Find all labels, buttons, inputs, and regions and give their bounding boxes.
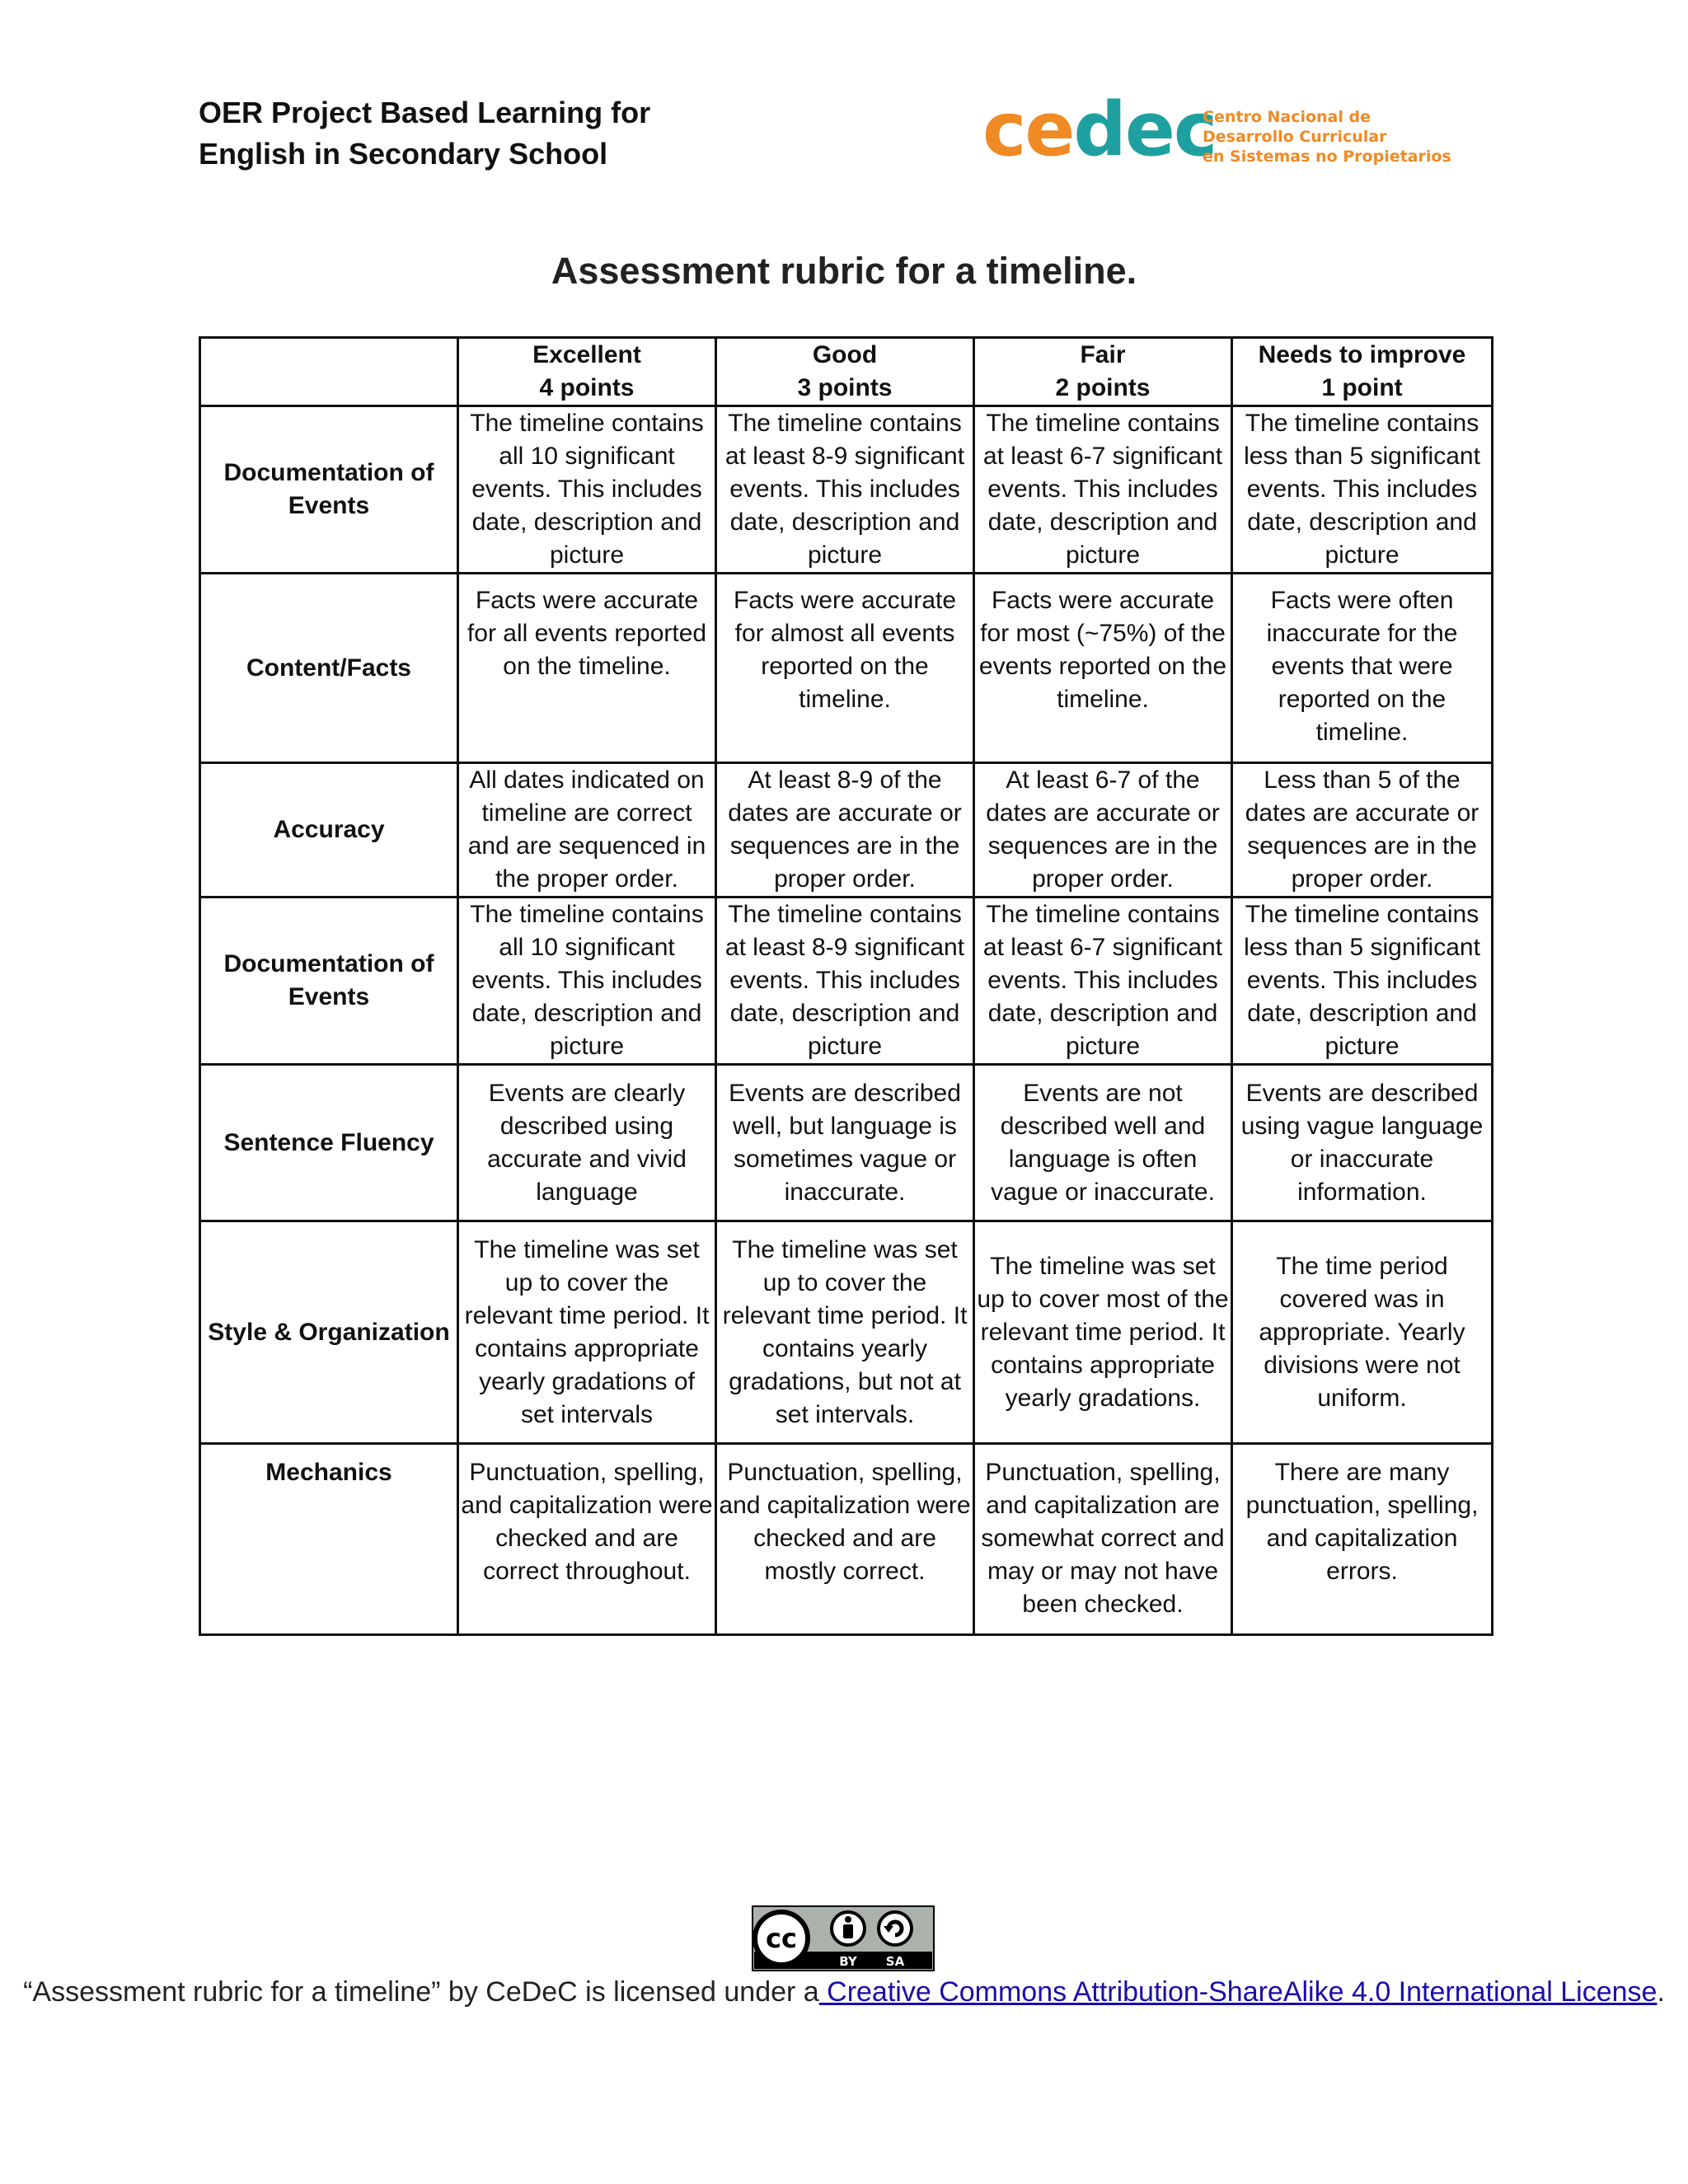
rubric-cell: Facts were accurate for all events reported on the timeline.	[458, 574, 716, 763]
rubric-header-row	[200, 338, 1493, 406]
rubric-row	[200, 898, 1493, 1065]
rubric-level-name: Needs to improve	[1258, 341, 1466, 368]
cc-icon-text: cc	[766, 1923, 797, 1954]
rubric-cell: Events are described using vague language or inaccurate information.	[1232, 1065, 1493, 1221]
rubric-row	[200, 763, 1493, 898]
rubric-level-header	[458, 338, 716, 406]
rubric-criterion: Documentation of Events	[200, 898, 458, 1065]
rubric-cell: The timeline was set up to cover the relevant time period. It contains appropriate yearly gradations of set intervals	[458, 1221, 716, 1444]
rubric-row	[200, 1065, 1493, 1221]
rubric-cell: The timeline contains at least 8-9 significant events. This includes date, description and picture	[716, 898, 974, 1065]
license-text: “Assessment rubric for a timeline” by CeDeC is licensed under a	[23, 1976, 819, 2008]
rubric-criterion: Sentence Fluency	[200, 1065, 458, 1221]
rubric-cell: Events are not described well and language is often vague or inaccurate.	[974, 1065, 1232, 1221]
cedec-logo-word-orange: ce	[982, 87, 1074, 173]
license-link[interactable]: Creative Commons Attribution-ShareAlike 4.0 International License	[818, 1976, 1658, 2008]
rubric-cell: The timeline was set up to cover the relevant time period. It contains yearly gradations, but not at set intervals.	[716, 1221, 974, 1444]
rubric-cell: At least 8-9 of the dates are accurate or sequences are in the proper order.	[716, 763, 974, 898]
rubric-cell: The timeline contains less than 5 significant events. This includes date, description and picture	[1232, 406, 1493, 574]
rubric-cell: The timeline contains all 10 significant events. This includes date, description and picture	[458, 406, 716, 574]
rubric-cell: Punctuation, spelling, and capitalization are somewhat correct and may or may not have been checked.	[974, 1444, 1232, 1635]
rubric-cell: Facts were often inaccurate for the events that were reported on the timeline.	[1232, 574, 1493, 763]
rubric-cell: The timeline contains at least 6-7 significant events. This includes date, description and picture	[974, 898, 1232, 1065]
rubric-cell: There are many punctuation, spelling, and capitalization errors.	[1232, 1444, 1493, 1635]
license-notice	[0, 1974, 1688, 2010]
license-text-end: .	[1657, 1976, 1665, 2008]
cc-by-sa-badge	[752, 1905, 935, 1971]
rubric-criterion: Content/Facts	[200, 574, 458, 763]
rubric-header-blank	[200, 338, 458, 406]
cedec-tagline-line-3: en Sistemas no Propietarios	[1203, 148, 1451, 166]
rubric-level-points: 2 points	[1055, 374, 1151, 401]
by-label: BY	[839, 1954, 857, 1969]
cedec-logo-tagline	[1203, 107, 1451, 166]
cedec-logo-wordmark	[982, 89, 1216, 171]
rubric-cell: Events are described well, but language is sometimes vague or inaccurate.	[716, 1065, 974, 1221]
cedec-tagline-line-2: Desarrollo Curricular	[1203, 128, 1387, 146]
rubric-cell: Events are clearly described using accurate and vivid language	[458, 1065, 716, 1221]
project-title	[199, 92, 650, 175]
project-title-line-1: OER Project Based Learning for	[199, 96, 651, 129]
rubric-level-name: Fair	[1080, 341, 1126, 368]
rubric-level-header	[716, 338, 974, 406]
rubric-cell: The timeline contains at least 8-9 significant events. This includes date, description and picture	[716, 406, 974, 574]
cedec-logo	[982, 87, 1451, 181]
sa-label: SA	[885, 1954, 905, 1969]
rubric-level-points: 1 point	[1321, 374, 1403, 401]
rubric-row	[200, 1444, 1493, 1635]
rubric-criterion: Documentation of Events	[200, 406, 458, 574]
rubric-cell: Facts were accurate for almost all events reported on the timeline.	[716, 574, 974, 763]
rubric-cell: The timeline was set up to cover most of the relevant time period. It contains appropriate yearly gradations.	[974, 1221, 1232, 1444]
rubric-level-points: 3 points	[797, 374, 893, 401]
rubric-criterion: Accuracy	[200, 763, 458, 898]
rubric-level-header	[1232, 338, 1493, 406]
rubric-level-name: Excellent	[532, 341, 641, 368]
rubric-cell: Punctuation, spelling, and capitalization were checked and are mostly correct.	[716, 1444, 974, 1635]
document-title: Assessment rubric for a timeline.	[551, 250, 1137, 292]
rubric-table	[199, 336, 1493, 1636]
rubric-cell: Punctuation, spelling, and capitalization were checked and are correct throughout.	[458, 1444, 716, 1635]
cedec-tagline-line-1: Centro Nacional de	[1203, 108, 1371, 126]
rubric-criterion: Style & Organization	[200, 1221, 458, 1444]
sharealike-icon	[879, 1912, 912, 1945]
rubric-row	[200, 406, 1493, 574]
rubric-cell: All dates indicated on timeline are correct and are sequenced in the proper order.	[458, 763, 716, 898]
project-title-line-2: English in Secondary School	[199, 137, 608, 171]
rubric-criterion: Mechanics	[200, 1444, 458, 1635]
rubric-level-points: 4 points	[539, 374, 635, 401]
rubric-cell: Less than 5 of the dates are accurate or sequences are in the proper order.	[1232, 763, 1493, 898]
rubric-level-header	[974, 338, 1232, 406]
rubric-row	[200, 574, 1493, 763]
rubric-cell: At least 6-7 of the dates are accurate or sequences are in the proper order.	[974, 763, 1232, 898]
cedec-logo-word-teal: dec	[1073, 87, 1217, 173]
rubric-level-name: Good	[812, 341, 878, 368]
rubric-cell: The timeline contains all 10 significant events. This includes date, description and picture	[458, 898, 716, 1065]
rubric-cell: Facts were accurate for most (~75%) of the events reported on the timeline.	[974, 574, 1232, 763]
rubric-row	[200, 1221, 1493, 1444]
rubric-cell: The timeline contains less than 5 significant events. This includes date, description and picture	[1232, 898, 1493, 1065]
rubric-cell: The timeline contains at least 6-7 significant events. This includes date, description and picture	[974, 406, 1232, 574]
rubric-cell: The time period covered was in appropriate. Yearly divisions were not uniform.	[1232, 1221, 1493, 1444]
